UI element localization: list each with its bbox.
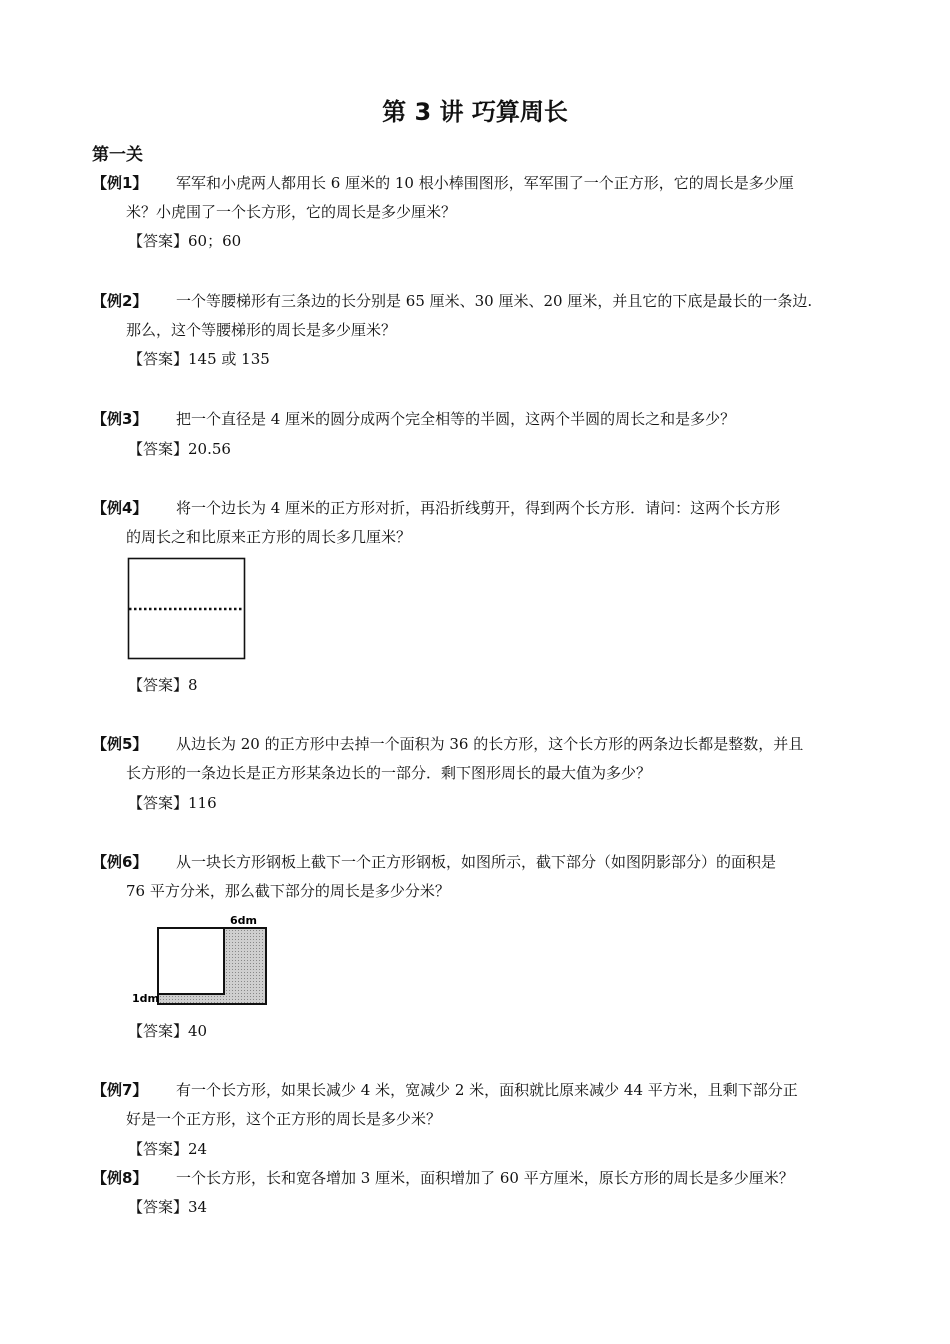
label-6dm: 6dm bbox=[230, 914, 257, 927]
example-6-answer bbox=[128, 1020, 207, 1041]
steel-plate-figure bbox=[130, 912, 270, 1008]
example-2-line-2: 那么，这个等腰梯形的周长是多少厘米？ bbox=[126, 321, 397, 339]
example-5-line-1: 从边长为 20 的正方形中去掉一个面积为 36 的长方形，这个长方形的两条边长都是整数，并且 bbox=[176, 735, 804, 753]
example-3-tag: 【例3】 bbox=[92, 410, 148, 428]
answer-label: 【答案】 bbox=[128, 794, 189, 812]
page-title: 第 3 讲 巧算周长 bbox=[382, 98, 568, 126]
answer-value: 34 bbox=[188, 1198, 208, 1216]
example-3-line-1: 把一个直径是 4 厘米的圆分成两个完全相等的半圆，这两个半圆的周长之和是多少？ bbox=[176, 410, 736, 428]
example-4-line-2: 的周长之和比原来正方形的周长多几厘米？ bbox=[126, 528, 412, 546]
answer-value: 60；60 bbox=[188, 232, 242, 250]
answer-label: 【答案】 bbox=[128, 440, 189, 458]
example-4-line-1: 将一个边长为 4 厘米的正方形对折，再沿折线剪开，得到两个长方形．请问：这两个长方形 bbox=[176, 499, 781, 517]
example-2-tag: 【例2】 bbox=[92, 292, 148, 310]
answer-label: 【答案】 bbox=[128, 1198, 189, 1216]
answer-value: 8 bbox=[188, 676, 198, 694]
example-5-line-2: 长方形的一条边长是正方形某条边长的一部分．剩下图形周长的最大值为多少？ bbox=[126, 764, 652, 782]
shaded-cutoff-region bbox=[158, 928, 266, 1004]
example-1-line-2: 米？小虎围了一个长方形，它的周长是多少厘米？ bbox=[126, 203, 457, 221]
example-7-line-2: 好是一个正方形，这个正方形的周长是多少米？ bbox=[126, 1110, 442, 1128]
example-4-tag: 【例4】 bbox=[92, 499, 148, 517]
answer-value: 145 或 135 bbox=[188, 350, 270, 368]
example-6-line-1: 从一块长方形钢板上截下一个正方形钢板，如图所示，截下部分（如图阴影部分）的面积是 bbox=[176, 853, 777, 871]
answer-value: 40 bbox=[188, 1022, 208, 1040]
example-2-line-1: 一个等腰梯形有三条边的长分别是 65 厘米、30 厘米、20 厘米，并且它的下底是最长的一条边. bbox=[176, 292, 813, 310]
example-7-answer bbox=[128, 1138, 207, 1159]
example-8-tag: 【例8】 bbox=[92, 1169, 148, 1187]
example-1-line-1: 军军和小虎两人都用长 6 厘米的 10 根小棒围图形，军军围了一个正方形，它的周长是多少厘 bbox=[176, 174, 794, 192]
label-1dm: 1dm bbox=[132, 992, 159, 1005]
example-6-tag: 【例6】 bbox=[92, 853, 148, 871]
example-7-tag: 【例7】 bbox=[92, 1081, 148, 1099]
example-1-tag: 【例1】 bbox=[92, 174, 148, 192]
example-7-line-1: 有一个长方形，如果长减少 4 米，宽减少 2 米，面积就比原来减少 44 平方米，且剩下部分正 bbox=[176, 1081, 798, 1099]
square-boundary bbox=[158, 928, 224, 994]
example-1-answer bbox=[128, 230, 241, 251]
example-8-answer bbox=[128, 1196, 207, 1217]
answer-value: 24 bbox=[188, 1140, 208, 1158]
answer-label: 【答案】 bbox=[128, 350, 189, 368]
answer-label: 【答案】 bbox=[128, 1022, 189, 1040]
answer-label: 【答案】 bbox=[128, 676, 189, 694]
answer-label: 【答案】 bbox=[128, 232, 189, 250]
example-3-answer bbox=[128, 438, 231, 459]
example-4-answer bbox=[128, 674, 198, 695]
example-2-answer bbox=[128, 348, 270, 369]
answer-label: 【答案】 bbox=[128, 1140, 189, 1158]
folded-square-figure bbox=[127, 557, 247, 661]
answer-value: 116 bbox=[188, 794, 217, 812]
example-5-answer bbox=[128, 792, 217, 813]
example-5-tag: 【例5】 bbox=[92, 735, 148, 753]
answer-value: 20.56 bbox=[188, 440, 231, 458]
example-8-line-1: 一个长方形，长和宽各增加 3 厘米，面积增加了 60 平方厘米，原长方形的周长是多少厘米？ bbox=[176, 1169, 794, 1187]
section-title: 第一关 bbox=[92, 145, 143, 165]
example-6-line-2: 76 平方分米，那么截下部分的周长是多少分米？ bbox=[126, 882, 450, 900]
